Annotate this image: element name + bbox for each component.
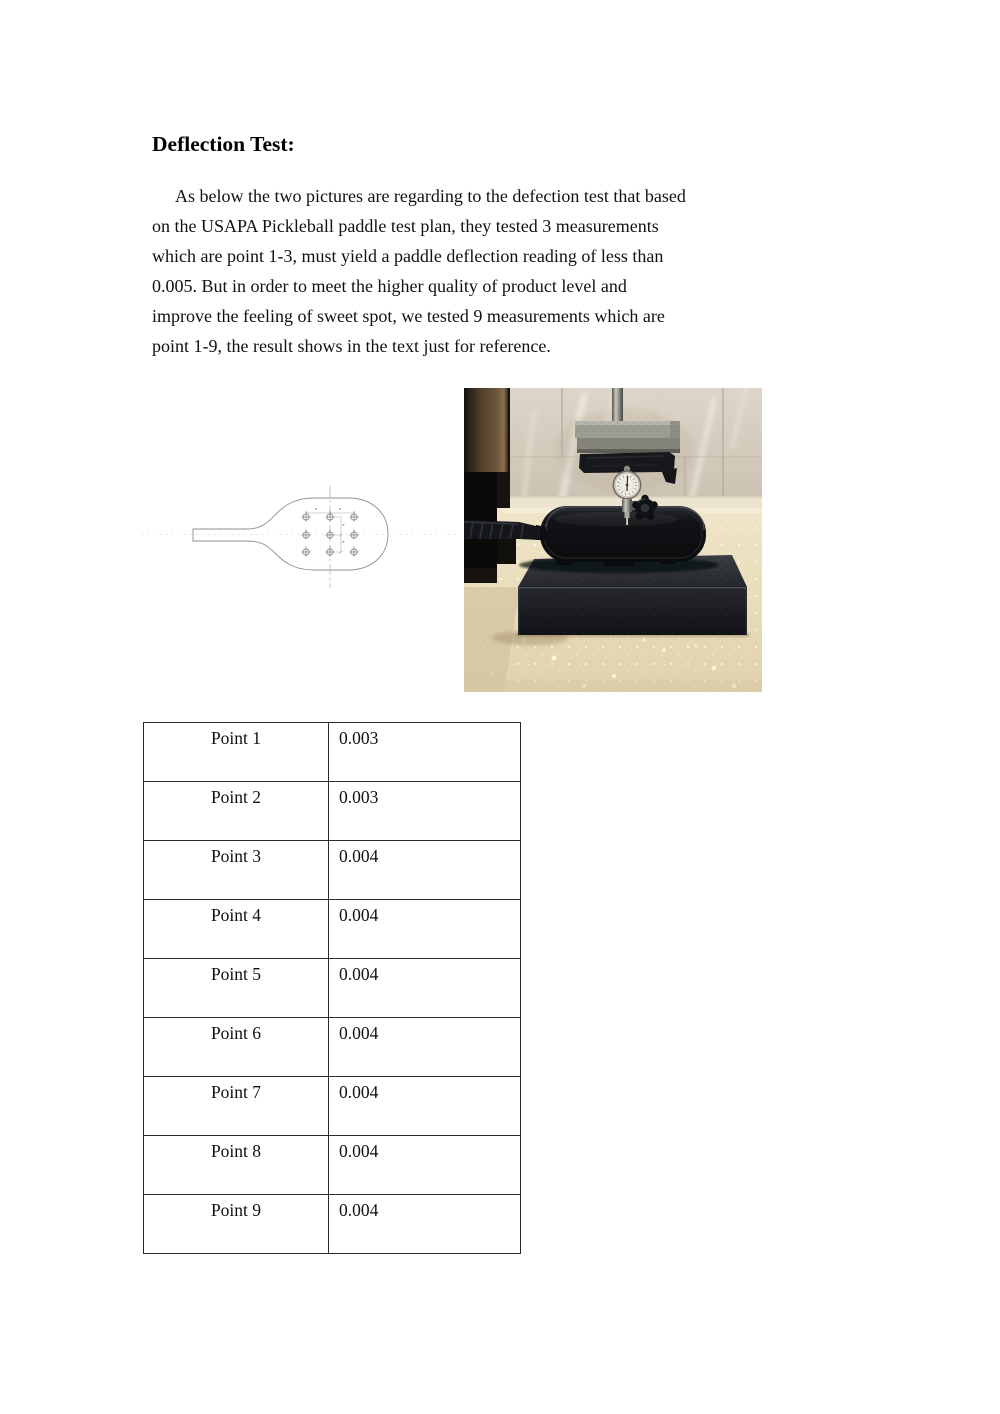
paddle-outline bbox=[193, 498, 388, 570]
point-marker bbox=[302, 547, 311, 557]
table-row bbox=[144, 841, 521, 900]
dial-spindle bbox=[626, 518, 628, 525]
value-cell: 0.004 bbox=[329, 959, 521, 1018]
dial-needle bbox=[627, 476, 628, 491]
table-row bbox=[144, 1136, 521, 1195]
table-row bbox=[144, 1018, 521, 1077]
clamp-blocks bbox=[575, 421, 680, 453]
deflection-results-table bbox=[143, 722, 521, 1254]
paddle-drawing-figure bbox=[140, 455, 460, 605]
table-row bbox=[144, 1195, 521, 1254]
value-cell: 0.003 bbox=[329, 782, 521, 841]
point-label-cell: Point 8 bbox=[144, 1136, 329, 1195]
point-label-cell: Point 7 bbox=[144, 1077, 329, 1136]
apparatus-photo-figure bbox=[464, 388, 762, 692]
measurement-points bbox=[302, 512, 359, 557]
point-label-cell: Point 1 bbox=[144, 723, 329, 782]
paragraph-line: improve the feeling of sweet spot, we tested 9 measurements which are bbox=[152, 306, 665, 326]
page-title: Deflection Test: bbox=[152, 132, 295, 156]
point-label-cell: Point 3 bbox=[144, 841, 329, 900]
value-cell: 0.004 bbox=[329, 1136, 521, 1195]
paragraph-line: As below the two pictures are regarding to the defection test that based bbox=[175, 186, 686, 206]
point-label-cell: Point 4 bbox=[144, 900, 329, 959]
table-row bbox=[144, 782, 521, 841]
point-marker bbox=[302, 530, 311, 540]
table-row bbox=[144, 723, 521, 782]
point-label-cell: Point 6 bbox=[144, 1018, 329, 1077]
value-cell: 0.004 bbox=[329, 1018, 521, 1077]
point-marker bbox=[326, 530, 335, 540]
paragraph-line: which are point 1-3, must yield a paddle deflection reading of less than bbox=[152, 246, 664, 266]
point-label-cell: Point 9 bbox=[144, 1195, 329, 1254]
paragraph-line: point 1-9, the result shows in the text just for reference. bbox=[152, 336, 551, 356]
value-cell: 0.003 bbox=[329, 723, 521, 782]
intro-paragraph bbox=[152, 181, 792, 361]
stand-pole bbox=[612, 388, 623, 424]
value-cell: 0.004 bbox=[329, 1195, 521, 1254]
point-label-cell: Point 2 bbox=[144, 782, 329, 841]
value-cell: 0.004 bbox=[329, 900, 521, 959]
value-cell: 0.004 bbox=[329, 841, 521, 900]
point-marker bbox=[350, 530, 359, 540]
point-label-cell: Point 5 bbox=[144, 959, 329, 1018]
table-row bbox=[144, 959, 521, 1018]
point-marker bbox=[326, 547, 335, 557]
value-cell: 0.004 bbox=[329, 1077, 521, 1136]
table-row bbox=[144, 1077, 521, 1136]
point-marker bbox=[350, 547, 359, 557]
table-row bbox=[144, 900, 521, 959]
paragraph-line: on the USAPA Pickleball paddle test plan, they tested 3 measurements bbox=[152, 216, 659, 236]
paddle bbox=[519, 506, 719, 573]
paragraph-line: 0.005. But in order to meet the higher quality of product level and bbox=[152, 276, 627, 296]
